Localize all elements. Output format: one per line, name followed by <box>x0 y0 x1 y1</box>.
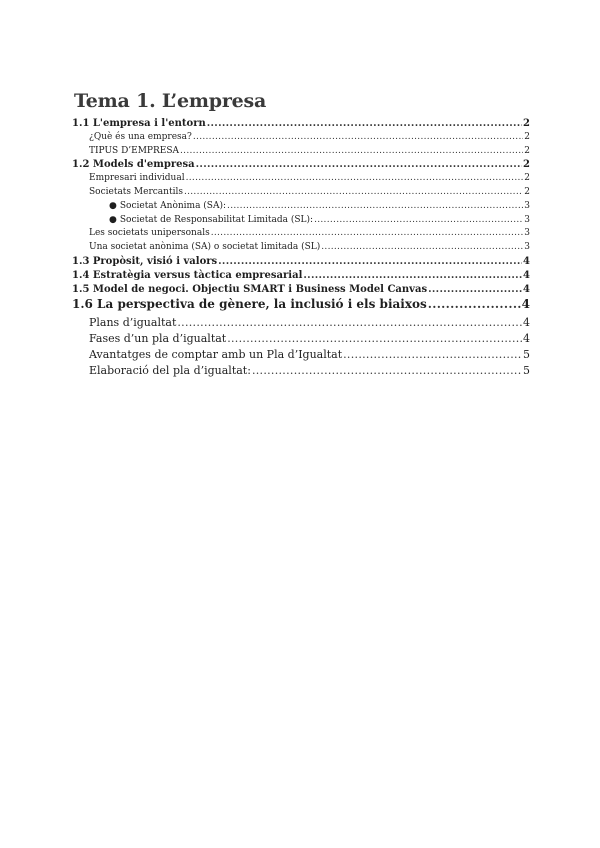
toc-entry-plans-igualtat[interactable] <box>72 316 530 332</box>
toc-entry-societats-mercantils[interactable] <box>72 187 530 201</box>
toc-page-number: 3 <box>524 214 530 225</box>
toc-dot-leader <box>227 201 523 211</box>
toc-dot-leader <box>196 159 522 170</box>
toc-entry-1-1[interactable] <box>72 118 530 132</box>
toc-entry-text: Societat Anònima (SA): <box>119 200 227 211</box>
toc-entry-fases-pla[interactable] <box>72 332 530 348</box>
toc-dot-leader <box>343 348 522 361</box>
toc-entry-tipus-empresa[interactable] <box>72 146 530 160</box>
toc-page-number: 2 <box>524 173 530 184</box>
toc-entry-societat-anonima[interactable] <box>72 201 530 215</box>
toc-entry-text: Avantatges de comptar amb un Pla d’Igualtat <box>89 348 343 362</box>
toc-page-number: 5 <box>523 348 530 362</box>
toc-entry-empresari-individual[interactable] <box>72 173 530 187</box>
toc-entry-text: ¿Què és una empresa? <box>89 131 192 142</box>
toc-page-number: 4 <box>523 255 530 267</box>
toc-page-number: 4 <box>523 269 530 281</box>
toc-dot-leader <box>180 146 523 156</box>
toc-entry-text: 1.4 Estratègia versus tàctica empresarial <box>72 269 303 281</box>
toc-page-number: 3 <box>524 242 530 253</box>
toc-entry-1-3[interactable] <box>72 256 530 270</box>
toc-entry-text: Empresari individual <box>89 173 185 184</box>
bullet-icon: ● <box>109 214 117 225</box>
toc-dot-leader <box>207 118 522 129</box>
toc-dot-leader <box>321 242 523 252</box>
toc-dot-leader <box>186 173 524 183</box>
toc-dot-leader <box>177 316 522 329</box>
table-of-contents <box>72 118 530 380</box>
toc-entry-text: 1.5 Model de negoci. Objectiu SMART i Business Model Canvas <box>72 283 428 295</box>
toc-page-number: 4 <box>523 332 530 346</box>
toc-dot-leader <box>252 364 522 377</box>
toc-entry-1-2[interactable] <box>72 159 530 173</box>
toc-entry-text: Plans d’igualtat <box>89 316 177 330</box>
toc-entry-text: 1.3 Propòsit, visió i valors <box>72 255 218 267</box>
toc-entry-text: TIPUS D’EMPRESA <box>89 145 179 156</box>
toc-page-number: 4 <box>521 297 530 312</box>
toc-page-number: 2 <box>524 145 530 156</box>
toc-page-number: 3 <box>524 228 530 239</box>
toc-page-number: 4 <box>523 316 530 330</box>
toc-entry-avantatges-pla[interactable] <box>72 348 530 364</box>
toc-entry-text: Una societat anònima (SA) o societat limitada (SL) <box>89 242 321 253</box>
toc-dot-leader <box>303 270 522 281</box>
toc-dot-leader <box>193 132 523 142</box>
toc-page-number: 2 <box>524 131 530 142</box>
toc-dot-leader <box>428 284 522 295</box>
toc-entry-text: Elaboració del pla d’igualtat: <box>89 364 251 378</box>
toc-dot-leader <box>218 256 522 267</box>
toc-entry-1-4[interactable] <box>72 270 530 284</box>
toc-page-number: 2 <box>523 118 530 129</box>
toc-entry-text: Societats Mercantils <box>89 186 183 197</box>
toc-dot-leader <box>428 297 521 311</box>
toc-dot-leader <box>227 332 522 345</box>
toc-page-number: 5 <box>523 364 530 378</box>
toc-entry-text: Societat de Responsabilitat Limitada (SL): <box>119 214 314 225</box>
bullet-icon: ● <box>109 200 117 211</box>
toc-dot-leader <box>184 187 523 197</box>
toc-page-number: 3 <box>524 200 530 211</box>
toc-entry-text: 1.6 La perspectiva de gènere, la inclusió i els biaixos <box>72 297 427 312</box>
toc-entry-elaboracio-pla[interactable] <box>72 364 530 380</box>
toc-entry-1-6[interactable] <box>72 297 530 316</box>
toc-entry-que-es-empresa[interactable] <box>72 132 530 146</box>
toc-entry-sa-o-sl[interactable] <box>72 242 530 256</box>
toc-dot-leader <box>314 215 523 225</box>
toc-page-number: 2 <box>523 159 530 171</box>
toc-page-number: 4 <box>523 283 530 295</box>
toc-page-number: 2 <box>524 186 530 197</box>
toc-entry-text: Fases d’un pla d’igualtat <box>89 332 227 346</box>
toc-dot-leader <box>211 228 524 238</box>
toc-entry-1-5[interactable] <box>72 284 530 298</box>
toc-entry-text: 1.2 Models d'empresa <box>72 159 195 171</box>
document-title: Tema 1. L’empresa <box>74 90 267 112</box>
toc-entry-text: 1.1 L'empresa i l'entorn <box>72 118 206 129</box>
toc-entry-societats-unipersonals[interactable] <box>72 228 530 242</box>
toc-entry-societat-limitada[interactable] <box>72 215 530 229</box>
toc-entry-text: Les societats unipersonals <box>89 228 210 239</box>
